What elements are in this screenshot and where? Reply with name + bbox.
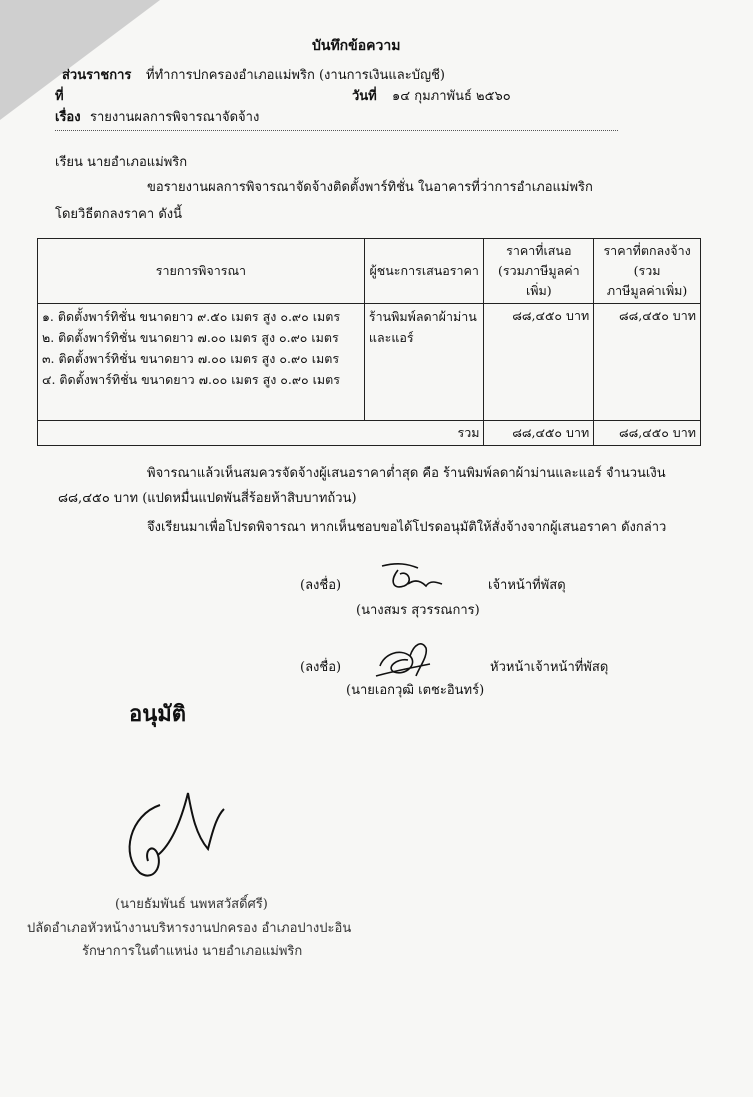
total-agreed: ๘๘,๔๕๐ บาท bbox=[594, 421, 701, 446]
approver-name: (นายธัมพันธ์ นพหสวัสดิ์ศรี) bbox=[115, 897, 268, 912]
subject-label: เรื่อง bbox=[55, 110, 81, 125]
total-spacer bbox=[38, 421, 365, 446]
list-item: ๔. ติดตั้งพาร์ทิชั่น ขนาดยาว ๗.๐๐ เมตร สูง ๐.๙๐ เมตร bbox=[42, 372, 340, 387]
total-offered: ๘๘,๔๕๐ บาท bbox=[484, 421, 594, 446]
sign-label: (ลงชื่อ) bbox=[300, 660, 342, 675]
date-value: ๑๔ กุมภาพันธ์ ๒๕๖๐ bbox=[392, 89, 511, 104]
intro-line-1: ขอรายงานผลการพิจารณาจัดจ้างติดตั้งพาร์ทิชั่น ในอาคารที่ว่าการอำเภอแม่พริก bbox=[147, 180, 593, 195]
intro-line-2: โดยวิธีตกลงราคา ดังนี้ bbox=[55, 207, 182, 222]
total-label: รวม bbox=[364, 421, 484, 446]
subject-value: รายงานผลการพิจารณาจัดจ้าง bbox=[90, 110, 260, 125]
list-item: ๓. ติดตั้งพาร์ทิชั่น ขนาดยาว ๗.๐๐ เมตร สูง ๐.๙๐ เมตร bbox=[42, 351, 340, 366]
header-divider bbox=[55, 130, 618, 131]
memo-title: บันทึกข้อความ bbox=[312, 38, 401, 54]
approver-acting: รักษาการในตำแหน่ง นายอำเภอแม่พริก bbox=[82, 944, 303, 959]
conclusion-line-1: พิจารณาแล้วเห็นสมควรจัดจ้างผู้เสนอราคาต่ำสุด คือ ร้านพิมพ์ลดาผ้าม่านและแอร์ จำนวนเงิน bbox=[147, 466, 666, 481]
items-cell bbox=[38, 304, 365, 421]
head-position: หัวหน้าเจ้าหน้าที่พัสดุ bbox=[490, 660, 609, 675]
head-signature bbox=[370, 636, 440, 684]
approve-heading: อนุมัติ bbox=[129, 701, 187, 727]
list-item: ๑. ติดตั้งพาร์ทิชั่น ขนาดยาว ๙.๕๐ เมตร สูง ๐.๙๐ เมตร bbox=[42, 309, 341, 324]
table-row bbox=[38, 304, 701, 421]
table-header-row bbox=[38, 239, 701, 304]
salutation: เรียน นายอำเภอแม่พริก bbox=[55, 155, 188, 170]
approver-signature bbox=[100, 785, 240, 885]
date-label: วันที่ bbox=[352, 89, 377, 104]
request-text: จึงเรียนมาเพื่อโปรดพิจารณา หากเห็นชอบขอได้โปรดอนุมัติให้สั่งจ้างจากผู้เสนอราคา ดังกล่าว bbox=[147, 520, 667, 535]
folded-corner bbox=[0, 0, 160, 120]
column-header: รายการพิจารณา bbox=[38, 239, 365, 304]
sign-label: (ลงชื่อ) bbox=[300, 578, 342, 593]
winner-cell: ร้านพิมพ์ลดาผ้าม่าน และแอร์ bbox=[364, 304, 484, 421]
ref-label: ที่ bbox=[55, 89, 64, 104]
total-row bbox=[38, 421, 701, 446]
agency-value: ที่ทำการปกครองอำเภอแม่พริก (งานการเงินและบัญชี) bbox=[146, 68, 445, 83]
column-header: ราคาที่เสนอ (รวมภาษีมูลค่าเพิ่ม) bbox=[484, 239, 594, 304]
approver-position: ปลัดอำเภอหัวหน้างานบริหารงานปกครอง อำเภอปางปะอิน bbox=[27, 921, 352, 936]
offered-price-cell: ๘๘,๔๕๐ บาท bbox=[484, 304, 594, 421]
column-header: ราคาที่ตกลงจ้าง (รวม ภาษีมูลค่าเพิ่ม) bbox=[594, 239, 701, 304]
list-item: ๒. ติดตั้งพาร์ทิชั่น ขนาดยาว ๗.๐๐ เมตร สูง ๐.๙๐ เมตร bbox=[42, 330, 339, 345]
officer-signature bbox=[378, 560, 448, 596]
officer-position: เจ้าหน้าที่พัสดุ bbox=[488, 578, 566, 593]
officer-name: (นางสมร สุวรรณการ) bbox=[356, 603, 480, 618]
procurement-table bbox=[37, 238, 701, 446]
agency-label: ส่วนราชการ bbox=[62, 68, 132, 83]
conclusion-line-2: ๘๘,๔๕๐ บาท (แปดหมื่นแปดพันสี่ร้อยห้าสิบบาทถ้วน) bbox=[58, 491, 357, 506]
head-name: (นายเอกวุฒิ เตชะอินทร์) bbox=[346, 683, 485, 698]
column-header: ผู้ชนะการเสนอราคา bbox=[364, 239, 484, 304]
agreed-price-cell: ๘๘,๔๕๐ บาท bbox=[594, 304, 701, 421]
